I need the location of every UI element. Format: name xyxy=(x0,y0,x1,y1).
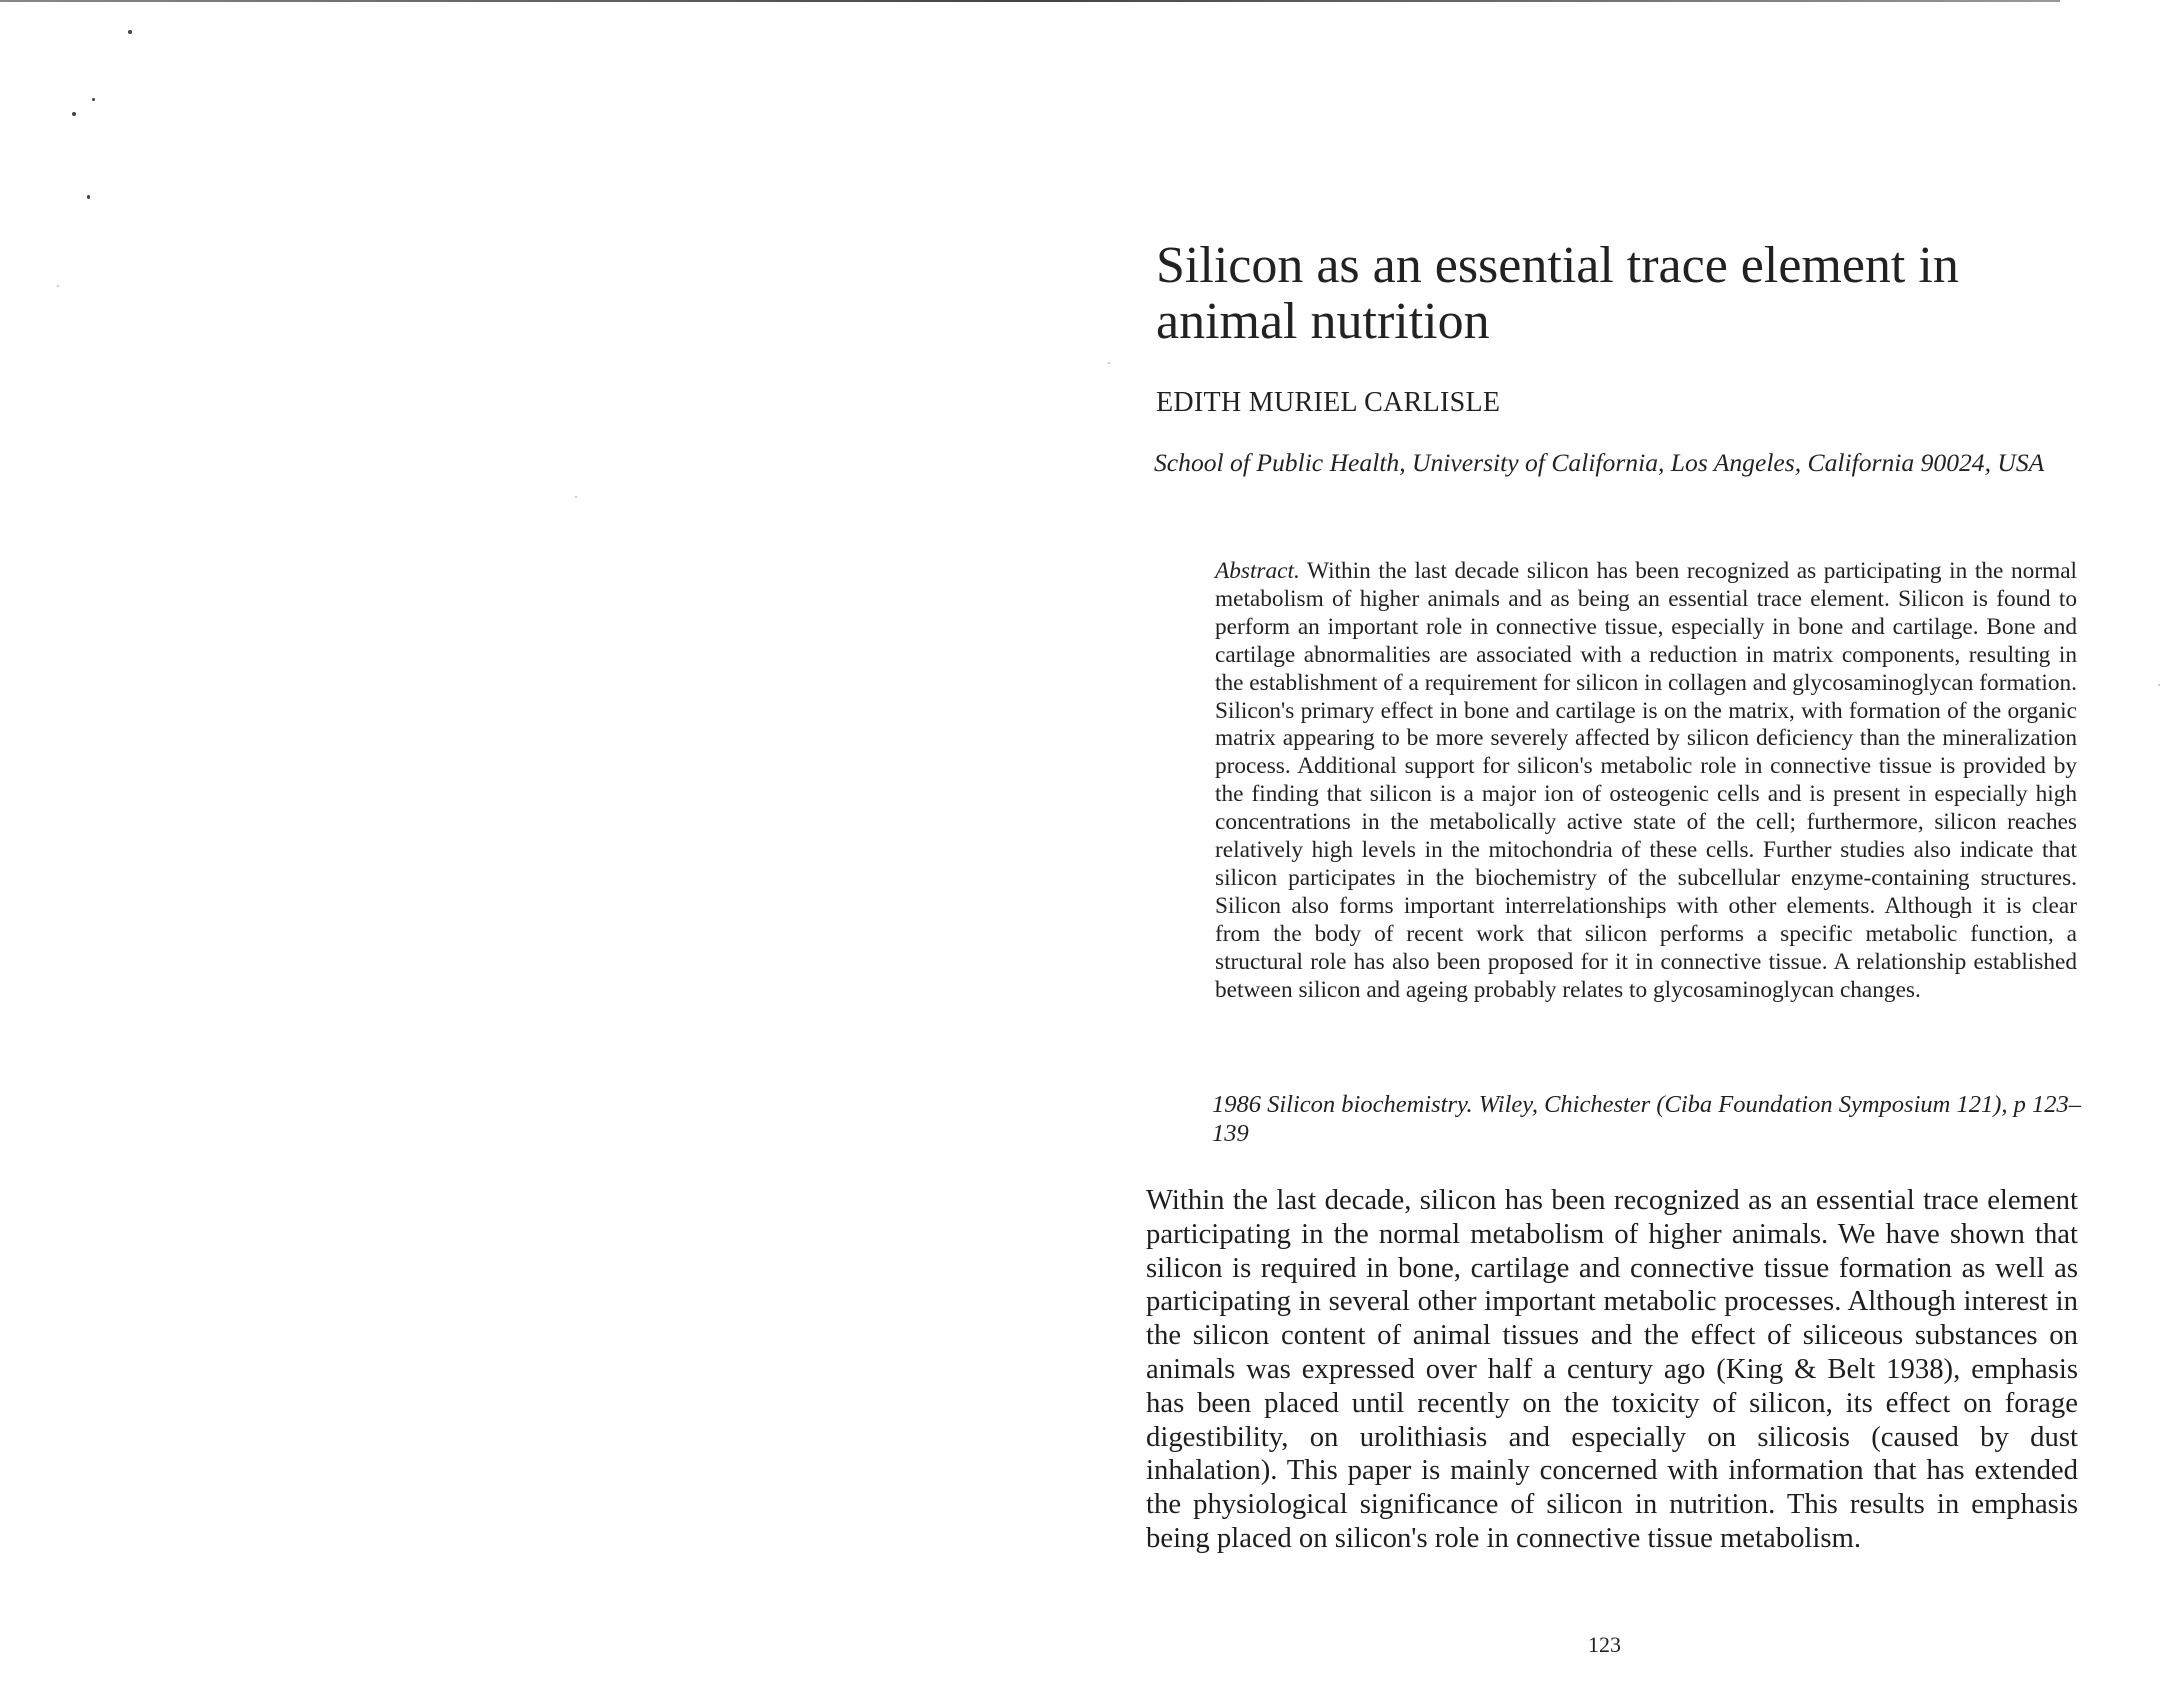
page-number: 123 xyxy=(1588,1632,1621,1657)
scan-speck xyxy=(128,30,132,34)
scan-speck xyxy=(92,98,95,101)
abstract-text: Within the last decade silicon has been recognized as participating in the normal metabolism of higher animals and as being an essential trace element. Silicon is found to perform an important role in connective tissue, especially in bone and cartilage. Bone and cartilage abnormalities are associated with a reduction in matrix components, resulting in the establishment of a requirement for silicon in collagen and glycosaminoglycan formation. Silicon's primary effect in bone and cartilage is on the matrix, with formation of the organic matrix appearing to be more severely affected by silicon deficiency than the mineralization process. Additional support for silicon's metabolic role in connective tissue is provided by the finding that silicon is a major ion of osteogenic cells and is present in especially high concentrations in the metabolically active state of the cell; furthermore, silicon reaches relatively high levels in the mitochondria of these cells. Further studies also indicate that silicon participates in the biochemistry of the subcellular enzyme-containing structures. Silicon also forms important interrelationships with other elements. Although it is clear from the body of recent work that silicon performs a specific metabolic function, a structural role has also been proposed for it in connective tissue. A relationship established between silicon and ageing probably relates to glycosaminoglycan changes. xyxy=(1215,558,2078,1003)
author-affiliation: School of Public Health, University of California, Los Angeles, California 90024, USA xyxy=(1154,448,2045,477)
citation: 1986 Silicon biochemistry. Wiley, Chichester (Ciba Foundation Symposium 121), p 123–139 xyxy=(1212,1091,2081,1147)
paper-title: Silicon as an essential trace element in animal nutrition xyxy=(1156,237,1959,350)
scan-speck xyxy=(2158,684,2160,686)
scan-top-rule xyxy=(0,0,2060,2)
scan-speck xyxy=(87,195,90,199)
author-name: EDITH MURIEL CARLISLE xyxy=(1156,387,1501,418)
scan-speck xyxy=(575,496,577,498)
scan-speck xyxy=(72,112,76,116)
body-paragraph: Within the last decade, silicon has been recognized as an essential trace element participating in the normal metabolism of higher animals. We have shown that silicon is required in bone, cartilage and connective tissue formation as well as participating in several other important metabolic processes. Although interest in the silicon content of animal tissues and the effect of siliceous substances on animals was expressed over half a century ago (King & Belt 1938), emphasis has been placed until recently on the toxicity of silicon, its effect on forage digestibility, on urolithiasis and especially on silicosis (caused by dust inhalation). This paper is mainly concerned with information that has extended the physiological significance of silicon in nutrition. This results in emphasis being placed on silicon's role in connective tissue metabolism. xyxy=(1146,1184,2078,1554)
scan-speck xyxy=(1108,362,1110,364)
abstract xyxy=(1215,558,2077,1005)
scan-speck xyxy=(57,285,59,287)
abstract-label: Abstract. xyxy=(1215,558,1300,584)
